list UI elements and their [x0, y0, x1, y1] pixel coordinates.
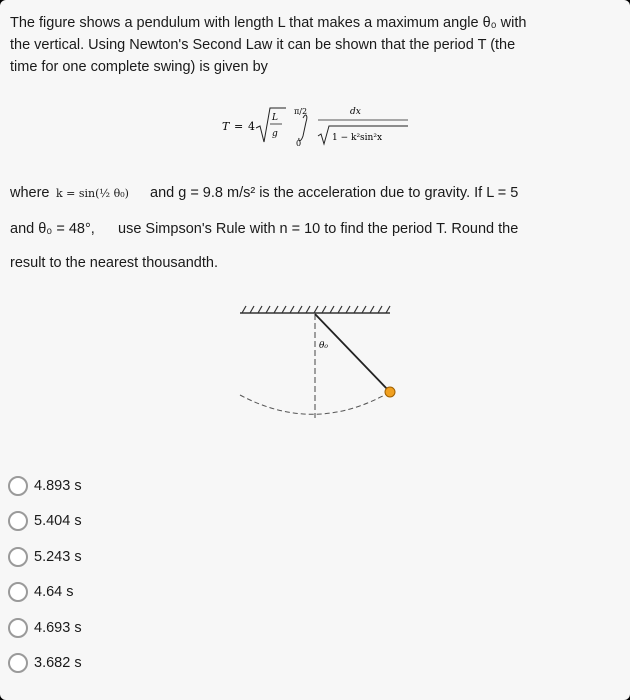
question-line-4: and g = 9.8 m/s² is the acceleration due to gravity. If L = 5: [150, 185, 519, 201]
integral-upper: π/2: [294, 107, 308, 116]
question-line-2: the vertical. Using Newton's Second Law it can be shown that the period T (the: [10, 37, 516, 53]
radio-button[interactable]: [8, 618, 28, 638]
radio-button[interactable]: [8, 547, 28, 567]
integral-lower: 0: [296, 139, 302, 148]
question-line-1: The figure shows a pendulum with length L that makes a maximum angle θ₀ with: [10, 15, 527, 31]
formula-T: T: [222, 120, 230, 133]
formula-denominator: 1 − k²sin²x: [332, 133, 383, 143]
option-label: 4.893 s: [34, 478, 82, 494]
question-line-3: time for one complete swing) is given by: [10, 59, 268, 75]
option-3[interactable]: [8, 544, 82, 570]
option-label: 3.682 s: [34, 655, 82, 671]
pendulum-string: [315, 314, 390, 392]
theta-condition: and θ₀ = 48°,: [10, 221, 95, 237]
integral-sign: [299, 115, 307, 141]
period-formula: [200, 98, 430, 158]
radio-button[interactable]: [8, 476, 28, 496]
option-1[interactable]: [8, 473, 82, 499]
formula-L: L: [272, 113, 278, 123]
theta-label: θ₀: [319, 341, 329, 351]
question-line-6: result to the nearest thousandth.: [10, 255, 218, 271]
k-definition: k = sin(½ θ₀): [56, 187, 129, 200]
formula-dx: dx: [350, 107, 361, 117]
pendulum-figure: [230, 300, 400, 430]
option-2[interactable]: [8, 508, 82, 534]
pendulum-bob: [385, 387, 395, 397]
option-label: 5.404 s: [34, 513, 82, 529]
formula-four: 4: [248, 120, 255, 133]
formula-eq: =: [234, 120, 244, 133]
ceiling-hatch: [242, 306, 390, 313]
radio-button[interactable]: [8, 582, 28, 602]
where-label: where: [10, 185, 50, 201]
option-4[interactable]: [8, 579, 74, 605]
radio-button[interactable]: [8, 511, 28, 531]
question-line-5: use Simpson's Rule with n = 10 to find the period T. Round the: [118, 221, 519, 237]
option-6[interactable]: [8, 650, 82, 676]
option-5[interactable]: [8, 615, 82, 641]
option-label: 4.693 s: [34, 620, 82, 636]
formula-g: g: [272, 129, 278, 139]
option-label: 5.243 s: [34, 549, 82, 565]
option-label: 4.64 s: [34, 584, 74, 600]
radio-button[interactable]: [8, 653, 28, 673]
sqrt-symbol: [256, 108, 286, 142]
